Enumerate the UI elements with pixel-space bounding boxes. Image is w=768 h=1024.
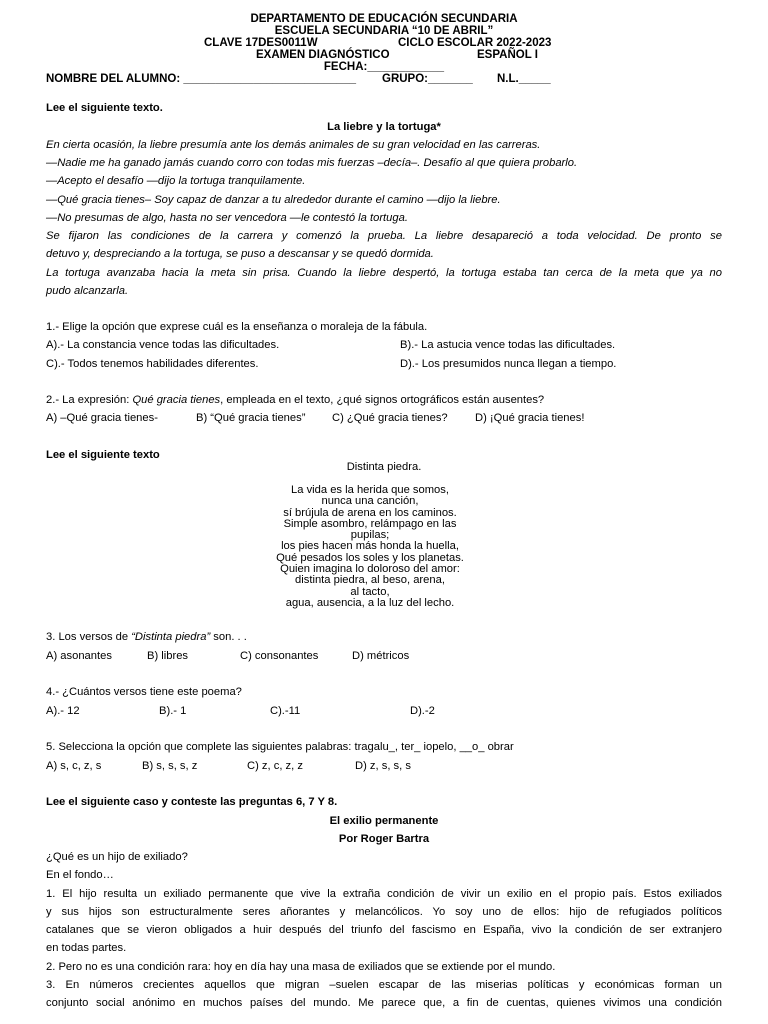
essay-paragraph: y sus hijos son estructuralmente seres añorantes y melancólicos. Yo soy uno de ellos: hijo de refugiados políticos [46, 906, 722, 918]
q4-option-a[interactable]: A).- 12 [46, 705, 80, 717]
q4-option-c[interactable]: C).-11 [270, 705, 301, 717]
essay-paragraph: 3. En números crecientes aquellos que migran –suelen escapar de las miserias políticas y económicas forman un [46, 979, 722, 991]
q3-option-d[interactable]: D) métricos [352, 650, 410, 662]
q5-option-c[interactable]: C) z, c, z, z [247, 760, 303, 772]
poem-title: Distinta piedra. [346, 461, 422, 473]
poem-verse: distinta piedra, al beso, arena, [295, 574, 445, 587]
essay-paragraph: 2. Pero no es una condición rara: hoy en día hay una masa de exiliados que se extiende por el mundo. [46, 961, 556, 973]
fable-paragraph: La tortuga avanzaba hacia la meta sin prisa. Cuando la liebre despertó, la tortuga estaba tan cerca de la meta que ya no [46, 267, 722, 279]
poem-verse: nunca una canción, [321, 495, 419, 508]
fable-paragraph: pudo alcanzarla. [46, 285, 129, 297]
list-number-field: N.L._____ [497, 73, 551, 85]
fable-paragraph: Se fijaron las condiciones de la carrera y comenzó la prueba. La liebre desapareció a toda velocidad. De pronto se [46, 230, 722, 242]
poem-verse: al tacto, [350, 585, 390, 598]
department-title: DEPARTAMENTO DE EDUCACIÓN SECUNDARIA [250, 13, 518, 25]
q2-option-d[interactable]: D) ¡Qué gracia tienes! [475, 412, 585, 424]
date-field: FECHA:____________ [323, 61, 445, 73]
q2-option-c[interactable]: C) ¿Qué gracia tienes? [332, 412, 448, 424]
q1-option-a[interactable]: A).- La constancia vence todas las dificultades. [46, 339, 280, 351]
q2-option-b[interactable]: B) “Qué gracia tienes” [196, 412, 306, 424]
essay-line: ¿Qué es un hijo de exiliado? [46, 851, 188, 863]
fable-title: La liebre y la tortuga* [327, 121, 441, 133]
poem-verse: los pies hacen más honda la huella, [281, 540, 459, 553]
q1-option-b[interactable]: B).- La astucia vence todas las dificultades. [400, 339, 616, 351]
poem-verse: Simple asombro, relámpago en las [283, 517, 457, 530]
fable-line: —Acepto el desafío —dijo la tortuga tranquilamente. [46, 175, 306, 187]
question-4: 4.- ¿Cuántos versos tiene este poema? [46, 686, 242, 698]
essay-paragraph: catalanes que se vieron obligados a huir después del triunfo del fascismo en España, vivo la condición de ser extranjero [46, 924, 722, 936]
question-1: 1.- Elige la opción que exprese cuál es la enseñanza o moraleja de la fábula. [46, 321, 428, 333]
group-field: GRUPO:_______ [382, 73, 473, 85]
fable-line: En cierta ocasión, la liebre presumía ante los demás animales de su gran velocidad en las carreras. [46, 139, 541, 151]
question-2: 2.- La expresión: Qué gracia tienes, empleada en el texto, ¿qué signos ortográficos están ausentes? [46, 394, 545, 406]
poem-verse: agua, ausencia, a la luz del lecho. [285, 596, 455, 609]
section1-instruction: Lee el siguiente texto. [46, 102, 163, 114]
subject-name: ESPAÑOL I [477, 49, 538, 61]
essay-paragraph: conjunto social anónimo en muchos países del mundo. Me parece que, a fin de cuentas, quienes vivimos una condición [46, 997, 722, 1009]
q5-option-a[interactable]: A) s, c, z, s [46, 760, 102, 772]
poem-verse: Quien imagina lo doloroso del amor: [280, 563, 460, 576]
section2-instruction: Lee el siguiente texto [46, 449, 160, 461]
question-5: 5. Selecciona la opción que complete las siguientes palabras: tragalu_, ter_ iopelo, __o_ obrar [46, 741, 514, 753]
school-name: ESCUELA SECUNDARIA “10 DE ABRIL” [274, 25, 494, 37]
essay-paragraph: en todas partes. [46, 942, 127, 954]
q2-option-a[interactable]: A) –Qué gracia tienes- [46, 412, 158, 424]
fable-line: —Qué gracia tienes– Soy capaz de danzar a tu alrededor durante el camino —dijo la liebre. [46, 194, 501, 206]
poem [230, 485, 510, 609]
question-3: 3. Los versos de “Distinta piedra” son. . . [46, 631, 247, 643]
student-name-field: NOMBRE DEL ALUMNO: ___________________________ [46, 73, 357, 85]
essay-line: En el fondo… [46, 869, 114, 881]
poem-verse: pupilas; [350, 529, 390, 542]
fable-line: —No presumas de algo, hasta no ser vencedora —le contestó la tortuga. [46, 212, 408, 224]
fable-paragraph: detuvo y, despreciando a la tortuga, se puso a descansar y se quedó dormida. [46, 248, 434, 260]
q1-option-c[interactable]: C).- Todos tenemos habilidades diferentes. [46, 358, 259, 370]
q4-option-b[interactable]: B).- 1 [159, 705, 187, 717]
poem-verse: sí brújula de arena en los caminos. [283, 506, 457, 519]
q3-option-c[interactable]: C) consonantes [240, 650, 319, 662]
poem-verse: Qué pesados los soles y los planetas. [276, 551, 464, 564]
exam-title: EXAMEN DIAGNÓSTICO [256, 49, 390, 61]
q4-option-d[interactable]: D).-2 [410, 705, 435, 717]
q3-option-a[interactable]: A) asonantes [46, 650, 112, 662]
essay-paragraph: 1. El hijo resulta un exiliado permanente que vive la extraña condición de vivir un exilio en el propio país. Estos exiliados [46, 888, 722, 900]
poem-verse: La vida es la herida que somos, [291, 484, 449, 496]
q5-option-b[interactable]: B) s, s, s, z [142, 760, 198, 772]
q1-option-d[interactable]: D).- Los presumidos nunca llegan a tiempo. [400, 358, 617, 370]
essay-title: El exilio permanente [329, 815, 439, 827]
q5-option-d[interactable]: D) z, s, s, s [355, 760, 411, 772]
section3-instruction: Lee el siguiente caso y conteste las preguntas 6, 7 Y 8. [46, 796, 338, 808]
fable-line: —Nadie me ha ganado jamás cuando corro con todas mis fuerzas –decía–. Desafío al que quiera probarlo. [46, 157, 578, 169]
q3-option-b[interactable]: B) libres [147, 650, 189, 662]
essay-author: Por Roger Bartra [338, 833, 430, 845]
school-key: CLAVE 17DES0011W [204, 37, 318, 49]
school-cycle: CICLO ESCOLAR 2022-2023 [398, 37, 552, 49]
